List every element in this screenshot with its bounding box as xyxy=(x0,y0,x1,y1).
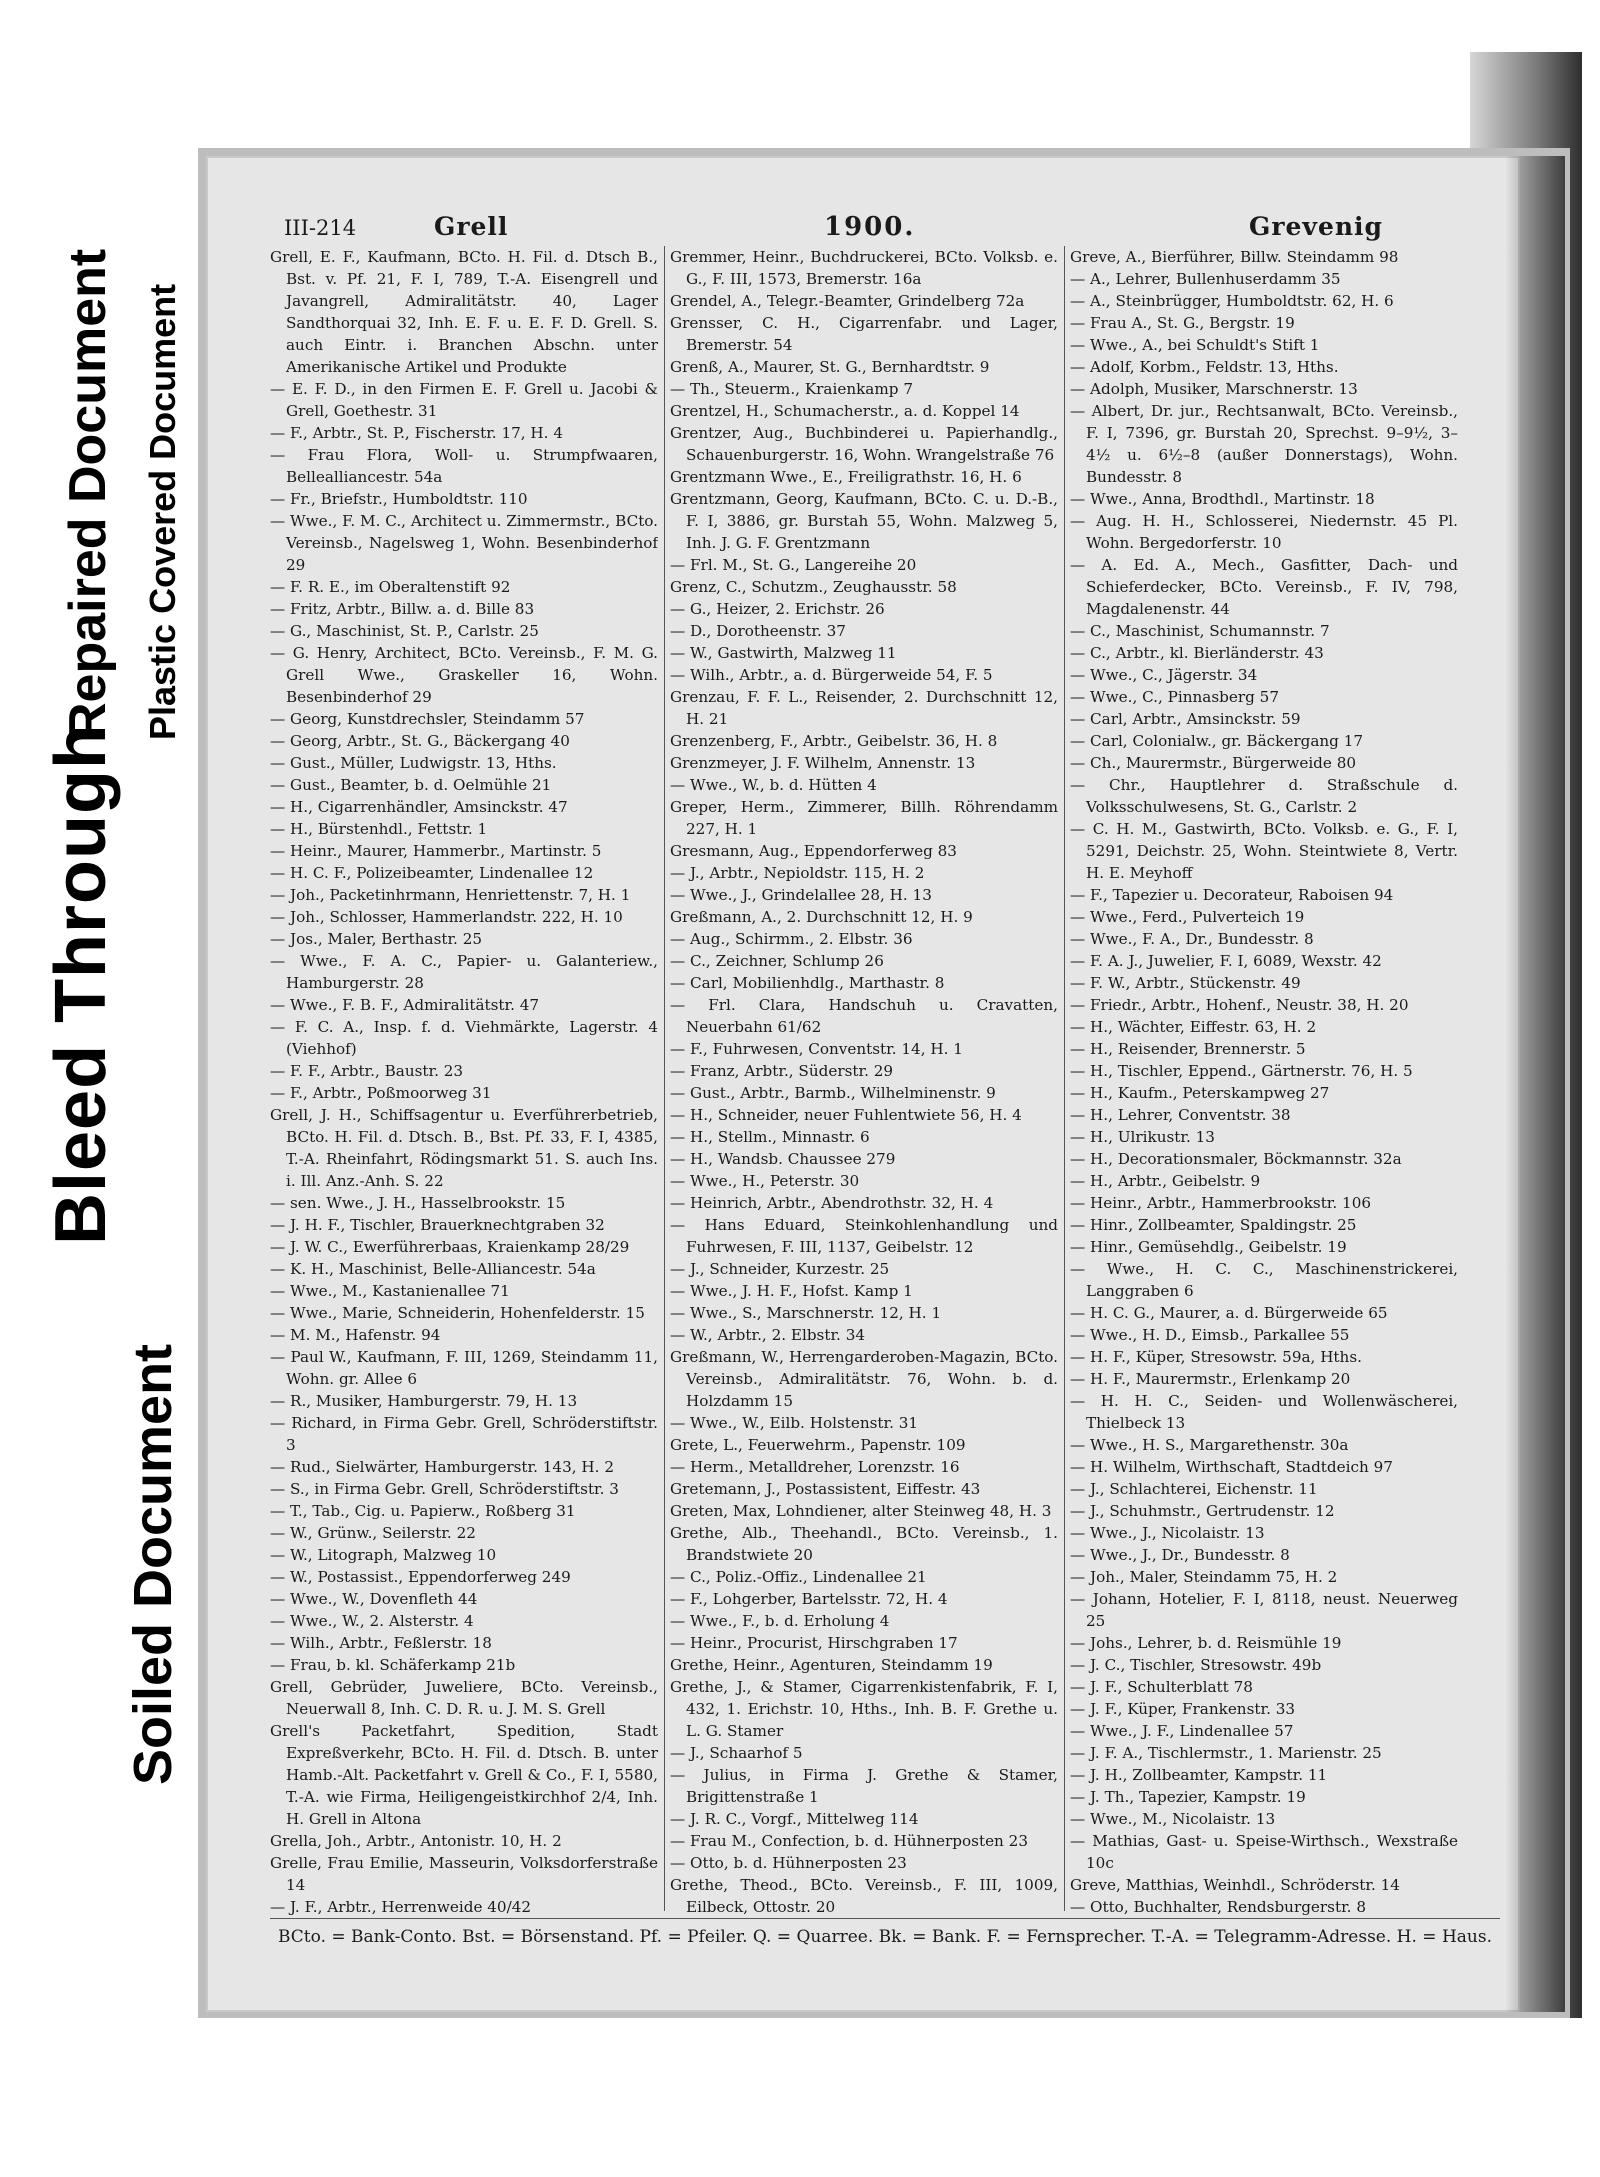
column-1 xyxy=(270,246,658,1916)
directory-entry: — J. F., Arbtr., Herrenweide 40/42 xyxy=(270,1898,532,1916)
directory-entry: Grete, L., Feuerwehrm., Papenstr. 109 xyxy=(670,1436,966,1454)
directory-entry: — W., Grünw., Seilerstr. 22 xyxy=(270,1524,476,1542)
directory-entry: — Wwe., W., 2. Alsterstr. 4 xyxy=(270,1612,474,1630)
directory-entry: — S., in Firma Gebr. Grell, Schröderstiftstr. 3 xyxy=(270,1480,619,1498)
directory-entry: — H., Stellm., Minnastr. 6 xyxy=(670,1128,870,1146)
directory-entry: — Frau Flora, Woll- u. Strumpfwaaren, Bellealliancestr. 54a xyxy=(270,446,658,486)
directory-entry: Grell's Packetfahrt, Spedition, Stadt Expreßverkehr, BCto. H. Fil. d. Dtsch. B. unter Hamb.-Alt. Packetfahrt v. Grell & Co., F. I, 5580, T.-A. wie Firma, Heiligengeistkirchhof 2/4, Inh. H. Grell in Altona xyxy=(270,1722,658,1828)
directory-entry: Gretemann, J., Postassistent, Eiffestr. 43 xyxy=(670,1480,981,1498)
directory-entry: Greten, Max, Lohndiener, alter Steinweg 48, H. 3 xyxy=(670,1502,1052,1520)
directory-entry: — H., Tischler, Eppend., Gärtnerstr. 76, H. 5 xyxy=(1070,1062,1413,1080)
directory-entry: — Heinr., Procurist, Hirschgraben 17 xyxy=(670,1634,958,1652)
directory-entry: — Frau A., St. G., Bergstr. 19 xyxy=(1070,314,1295,332)
directory-entry: — G. Henry, Architect, BCto. Vereinsb., F. M. G. Grell Wwe., Graskeller 16, Wohn. Besenbinderhof 29 xyxy=(270,644,658,706)
directory-entry: — G., Heizer, 2. Erichstr. 26 xyxy=(670,600,885,618)
directory-entry: — J. R. C., Vorgf., Mittelweg 114 xyxy=(670,1810,919,1828)
directory-entry: — Otto, Buchhalter, Rendsburgerstr. 8 xyxy=(1070,1898,1366,1916)
directory-entry: — Jos., Maler, Berthastr. 25 xyxy=(270,930,483,948)
directory-entry: — F. W., Arbtr., Stückenstr. 49 xyxy=(1070,974,1301,992)
column-divider xyxy=(664,246,665,1911)
directory-entry: — J. Th., Tapezier, Kampstr. 19 xyxy=(1070,1788,1306,1806)
directory-entry: — J. C., Tischler, Stresowstr. 49b xyxy=(1070,1656,1322,1674)
directory-entry: — A. Ed. A., Mech., Gasfitter, Dach- und Schieferdecker, BCto. Vereinsb., F. IV, 798, Magdalenenstr. 44 xyxy=(1070,556,1458,618)
directory-entry: — Frau M., Confection, b. d. Hühnerposten 23 xyxy=(670,1832,1028,1850)
directory-entry: — C., Maschinist, Schumannstr. 7 xyxy=(1070,622,1330,640)
directory-entry: — J., Schuhmstr., Gertrudenstr. 12 xyxy=(1070,1502,1335,1520)
directory-entry: — F., Tapezier u. Decorateur, Raboisen 94 xyxy=(1070,886,1394,904)
directory-entry: — J. H., Zollbeamter, Kampstr. 11 xyxy=(1070,1766,1328,1784)
label-soiled-document: Soiled Document xyxy=(123,1343,183,1785)
directory-entry: — W., Postassist., Eppendorferweg 249 xyxy=(270,1568,571,1586)
directory-entry: Greve, Matthias, Weinhdl., Schröderstr. 14 xyxy=(1070,1876,1400,1894)
directory-entry: — Ch., Maurermstr., Bürgerweide 80 xyxy=(1070,754,1357,772)
directory-entry: — Th., Steuerm., Kraienkamp 7 xyxy=(670,380,913,398)
directory-entry: — Wilh., Arbtr., a. d. Bürgerweide 54, F. 5 xyxy=(670,666,993,684)
directory-entry: — H., Cigarrenhändler, Amsinckstr. 47 xyxy=(270,798,568,816)
binding-shadow xyxy=(1505,156,1565,2012)
directory-entry: — J. W. C., Ewerführerbaas, Kraienkamp 28/29 xyxy=(270,1238,630,1256)
directory-entry: — J., Arbtr., Nepioldstr. 115, H. 2 xyxy=(670,864,925,882)
directory-entry: — J. H. F., Tischler, Brauerknechtgraben 32 xyxy=(270,1216,605,1234)
directory-entry: — Frl. M., St. G., Langereihe 20 xyxy=(670,556,917,574)
directory-entry: Grentzmann, Georg, Kaufmann, BCto. C. u. D.-B., F. I, 3886, gr. Burstah 55, Wohn. Malzweg 5, Inh. J. G. F. Grentzmann xyxy=(670,490,1058,552)
column-2 xyxy=(670,246,1058,1916)
directory-entry: Greper, Herm., Zimmerer, Billh. Röhrendamm 227, H. 1 xyxy=(670,798,1058,838)
directory-entry: — H., Ulrikustr. 13 xyxy=(1070,1128,1215,1146)
directory-entry: — Wwe., C., Pinnasberg 57 xyxy=(1070,688,1279,706)
directory-entry: — Herm., Metalldreher, Lorenzstr. 16 xyxy=(670,1458,960,1476)
directory-entry: Grella, Joh., Arbtr., Antonistr. 10, H. 2 xyxy=(270,1832,562,1850)
directory-entry: — Carl, Arbtr., Amsinckstr. 59 xyxy=(1070,710,1301,728)
directory-entry: — Wwe., W., b. d. Hütten 4 xyxy=(670,776,877,794)
directory-entry: — Frau, b. kl. Schäferkamp 21b xyxy=(270,1656,516,1674)
directory-entry: — A., Lehrer, Bullenhuserdamm 35 xyxy=(1070,270,1341,288)
directory-entry: — F. C. A., Insp. f. d. Viehmärkte, Lagerstr. 4 (Viehhof) xyxy=(270,1018,658,1058)
directory-entry: — H., Bürstenhdl., Fettstr. 1 xyxy=(270,820,488,838)
directory-entry: — Wwe., S., Marschnerstr. 12, H. 1 xyxy=(670,1304,942,1322)
directory-entry: Grenzmeyer, J. F. Wilhelm, Annenstr. 13 xyxy=(670,754,976,772)
directory-entry: — D., Dorotheenstr. 37 xyxy=(670,622,846,640)
directory-entry: Grenzau, F. F. L., Reisender, 2. Durchschnitt 12, H. 21 xyxy=(670,688,1058,728)
directory-entry: Grell, Gebrüder, Juweliere, BCto. Vereinsb., Neuerwall 8, Inh. C. D. R. u. J. M. S. Grell xyxy=(270,1678,658,1718)
directory-entry: Gresmann, Aug., Eppendorferweg 83 xyxy=(670,842,957,860)
directory-entry: — R., Musiker, Hamburgerstr. 79, H. 13 xyxy=(270,1392,578,1410)
directory-entry: — J., Schneider, Kurzestr. 25 xyxy=(670,1260,890,1278)
directory-entry: — F. R. E., im Oberaltenstift 92 xyxy=(270,578,511,596)
directory-entry: Greve, A., Bierführer, Billw. Steindamm 98 xyxy=(1070,248,1399,266)
directory-entry: — Wwe., J. F., Lindenallee 57 xyxy=(1070,1722,1294,1740)
directory-entry: — K. H., Maschinist, Belle-Alliancestr. 54a xyxy=(270,1260,596,1278)
directory-entry: — H., Arbtr., Geibelstr. 9 xyxy=(1070,1172,1261,1190)
directory-entry: — A., Steinbrügger, Humboldtstr. 62, H. 6 xyxy=(1070,292,1394,310)
directory-entry: — C. H. M., Gastwirth, BCto. Volksb. e. G., F. I, 5291, Deichstr. 25, Wohn. Steintwiete 8, Vertr. H. E. Meyhoff xyxy=(1070,820,1458,882)
directory-entry: — Wwe., H. C. C., Maschinenstrickerei, Langgraben 6 xyxy=(1070,1260,1458,1300)
directory-entry: — H. C. F., Polizeibeamter, Lindenallee 12 xyxy=(270,864,594,882)
directory-entry: — Hinr., Zollbeamter, Spaldingstr. 25 xyxy=(1070,1216,1357,1234)
directory-entry: — H., Schneider, neuer Fuhlentwiete 56, H. 4 xyxy=(670,1106,1022,1124)
column-3 xyxy=(1070,246,1458,1916)
directory-entry: — Wwe., J., Grindelallee 28, H. 13 xyxy=(670,886,932,904)
directory-entry: — Wwe., W., Dovenfleth 44 xyxy=(270,1590,478,1608)
directory-entry: — T., Tab., Cig. u. Papierw., Roßberg 31 xyxy=(270,1502,576,1520)
directory-entry: — Mathias, Gast- u. Speise-Wirthsch., Wexstraße 10c xyxy=(1070,1832,1458,1872)
directory-entry: — F. F., Arbtr., Baustr. 23 xyxy=(270,1062,464,1080)
directory-entry: — C., Arbtr., kl. Bierländerstr. 43 xyxy=(1070,644,1324,662)
directory-entry: — Adolf, Korbm., Feldstr. 13, Hths. xyxy=(1070,358,1339,376)
directory-entry: — Hans Eduard, Steinkohlenhandlung und Fuhrwesen, F. III, 1137, Geibelstr. 12 xyxy=(670,1216,1058,1256)
directory-entry: — F., Arbtr., Poßmoorweg 31 xyxy=(270,1084,492,1102)
directory-entry: — H. F., Küper, Stresowstr. 59a, Hths. xyxy=(1070,1348,1362,1366)
directory-entry: — Johs., Lehrer, b. d. Reismühle 19 xyxy=(1070,1634,1342,1652)
directory-entry: — Wilh., Arbtr., Feßlerstr. 18 xyxy=(270,1634,492,1652)
directory-entry: — Wwe., C., Jägerstr. 34 xyxy=(1070,666,1258,684)
directory-entry: — Wwe., Marie, Schneiderin, Hohenfelderstr. 15 xyxy=(270,1304,645,1322)
directory-entry: — Gust., Beamter, b. d. Oelmühle 21 xyxy=(270,776,552,794)
directory-entry: — Friedr., Arbtr., Hohenf., Neustr. 38, H. 20 xyxy=(1070,996,1409,1014)
directory-entry: — F., Arbtr., St. P., Fischerstr. 17, H. 4 xyxy=(270,424,563,442)
directory-entry: Grentzel, H., Schumacherstr., a. d. Koppel 14 xyxy=(670,402,1020,420)
directory-entry: Grenß, A., Maurer, St. G., Bernhardtstr. 9 xyxy=(670,358,990,376)
directory-entry: — Wwe., J. H. F., Hofst. Kamp 1 xyxy=(670,1282,913,1300)
directory-entry: — Wwe., H. S., Margarethenstr. 30a xyxy=(1070,1436,1349,1454)
directory-entry: — G., Maschinist, St. P., Carlstr. 25 xyxy=(270,622,539,640)
directory-entry: — Albert, Dr. jur., Rechtsanwalt, BCto. Vereinsb., F. I, 7396, gr. Burstah 20, Sprechst. 9–9½, 3–4½ u. 6½–8 (außer Donnerstags), Wohn. Bundesstr. 8 xyxy=(1070,402,1458,486)
directory-entry: — Wwe., M., Nicolaistr. 13 xyxy=(1070,1810,1276,1828)
directory-entry: — Hinr., Gemüsehdlg., Geibelstr. 19 xyxy=(1070,1238,1347,1256)
label-plastic-covered-document: Plastic Covered Document xyxy=(142,283,183,740)
directory-entry: — Wwe., F., b. d. Erholung 4 xyxy=(670,1612,890,1630)
directory-entry: — Richard, in Firma Gebr. Grell, Schröderstiftstr. 3 xyxy=(270,1414,658,1454)
directory-entry: — C., Zeichner, Schlump 26 xyxy=(670,952,884,970)
directory-entry: — Adolph, Musiker, Marschnerstr. 13 xyxy=(1070,380,1358,398)
directory-entry: — Wwe., M., Kastanienallee 71 xyxy=(270,1282,510,1300)
directory-entry: Gremmer, Heinr., Buchdruckerei, BCto. Volksb. e. G., F. III, 1573, Bremerstr. 16a xyxy=(670,248,1058,288)
abbreviation-footer: BCto. = Bank-Conto. Bst. = Börsenstand. Pf. = Pfeiler. Q. = Quarree. Bk. = Bank. F. = Fernsprecher. T.-A. = Telegramm-Adresse. H. = Haus. xyxy=(270,1918,1500,1947)
directory-entry: — H., Kaufm., Peterskampweg 27 xyxy=(1070,1084,1330,1102)
column-divider xyxy=(1064,246,1065,1911)
directory-entry: — Heinr., Arbtr., Hammerbrookstr. 106 xyxy=(1070,1194,1372,1212)
page-header xyxy=(284,212,1502,246)
header-right-guide-word: Grevenig xyxy=(1249,212,1384,241)
directory-entry: — W., Gastwirth, Malzweg 11 xyxy=(670,644,897,662)
directory-entry: — Fr., Briefstr., Humboldtstr. 110 xyxy=(270,490,528,508)
directory-entry: — Frl. Clara, Handschuh u. Cravatten, Neuerbahn 61/62 xyxy=(670,996,1058,1036)
directory-entry: — Wwe., F. M. C., Architect u. Zimmermstr., BCto. Vereinsb., Nagelsweg 1, Wohn. Besenbinderhof 29 xyxy=(270,512,658,574)
directory-entry: — F., Fuhrwesen, Conventstr. 14, H. 1 xyxy=(670,1040,963,1058)
directory-entry: — E. F. D., in den Firmen E. F. Grell u. Jacobi & Grell, Goethestr. 31 xyxy=(270,380,658,420)
directory-entry: — H., Wächter, Eiffestr. 63, H. 2 xyxy=(1070,1018,1317,1036)
directory-entry: — Wwe., F. B. F., Admiralitätstr. 47 xyxy=(270,996,540,1014)
directory-entry: Grentzer, Aug., Buchbinderei u. Papierhandlg., Schauenburgerstr. 16, Wohn. Wrangelstraße 76 xyxy=(670,424,1058,464)
directory-entry: — W., Arbtr., 2. Elbstr. 34 xyxy=(670,1326,866,1344)
directory-entry: — Joh., Schlosser, Hammerlandstr. 222, H. 10 xyxy=(270,908,623,926)
directory-entry: — C., Poliz.-Offiz., Lindenallee 21 xyxy=(670,1568,927,1586)
directory-entry: — Wwe., J., Dr., Bundesstr. 8 xyxy=(1070,1546,1290,1564)
directory-entry: Greßmann, W., Herrengarderoben-Magazin, BCto. Vereinsb., Admiralitätstr. 76, Wohn. b. d. Holzdamm 15 xyxy=(670,1348,1058,1410)
directory-entry: Grell, E. F., Kaufmann, BCto. H. Fil. d. Dtsch B., Bst. v. Pf. 21, F. I, 789, T.-A. Eisengrell und Javangrell, Admiralitätstr. 40, Lager Sandthorquai 32, Inh. E. F. u. E. F. D. Grell. S. auch Eintr. i. Branchen Abschn. unter Amerikanische Artikel und Produkte xyxy=(270,248,658,376)
directory-entry: — Wwe., H. D., Eimsb., Parkallee 55 xyxy=(1070,1326,1350,1344)
directory-entry: — J. F., Küper, Frankenstr. 33 xyxy=(1070,1700,1296,1718)
directory-entry: — Wwe., Anna, Brodthdl., Martinstr. 18 xyxy=(1070,490,1375,508)
directory-entry: Grelle, Frau Emilie, Masseurin, Volksdorferstraße 14 xyxy=(270,1854,658,1894)
directory-entry: — M. M., Hafenstr. 94 xyxy=(270,1326,441,1344)
directory-entry: — Wwe., F. A. C., Papier- u. Galanteriew., Hamburgerstr. 28 xyxy=(270,952,658,992)
directory-entry: — H. H. C., Seiden- und Wollenwäscherei, Thielbeck 13 xyxy=(1070,1392,1458,1432)
directory-entry: Grethe, J., & Stamer, Cigarrenkistenfabrik, F. I, 432, 1. Erichstr. 10, Hths., Inh. B. F. Grethe u. L. G. Stamer xyxy=(670,1678,1058,1740)
directory-entry: — Wwe., H., Peterstr. 30 xyxy=(670,1172,860,1190)
directory-entry: — H., Lehrer, Conventstr. 38 xyxy=(1070,1106,1291,1124)
directory-entry: — Heinr., Maurer, Hammerbr., Martinstr. 5 xyxy=(270,842,602,860)
directory-entry: Grentzmann Wwe., E., Freiligrathstr. 16, H. 6 xyxy=(670,468,1022,486)
page-number: III-214 xyxy=(284,216,357,240)
directory-entry: — Fritz, Arbtr., Billw. a. d. Bille 83 xyxy=(270,600,535,618)
directory-entry: Grethe, Theod., BCto. Vereinsb., F. III, 1009, Eilbeck, Ottostr. 20 xyxy=(670,1876,1058,1916)
directory-entry: — Carl, Colonialw., gr. Bäckergang 17 xyxy=(1070,732,1364,750)
directory-entry: Grensser, C. H., Cigarrenfabr. und Lager, Bremerstr. 54 xyxy=(670,314,1058,354)
directory-entry: — J., Schaarhof 5 xyxy=(670,1744,803,1762)
directory-entry: — Chr., Hauptlehrer d. Straßschule d. Volksschulwesens, St. G., Carlstr. 2 xyxy=(1070,776,1458,816)
directory-entry: — H. Wilhelm, Wirthschaft, Stadtdeich 97 xyxy=(1070,1458,1393,1476)
directory-entry: — Wwe., A., bei Schuldt's Stift 1 xyxy=(1070,336,1320,354)
directory-entry: — Aug., Schirmm., 2. Elbstr. 36 xyxy=(670,930,913,948)
directory-entry: — H., Reisender, Brennerstr. 5 xyxy=(1070,1040,1306,1058)
directory-entry: — Aug. H. H., Schlosserei, Niedernstr. 45 Pl. Wohn. Bergedorferstr. 10 xyxy=(1070,512,1458,552)
directory-entry: — H., Wandsb. Chaussee 279 xyxy=(670,1150,896,1168)
header-left-guide-word: Grell xyxy=(434,212,509,241)
directory-entry: — Rud., Sielwärter, Hamburgerstr. 143, H. 2 xyxy=(270,1458,614,1476)
directory-entry: — F., Lohgerber, Bartelsstr. 72, H. 4 xyxy=(670,1590,948,1608)
directory-entry: — H. C. G., Maurer, a. d. Bürgerweide 65 xyxy=(1070,1304,1388,1322)
directory-entry: Grenzenberg, F., Arbtr., Geibelstr. 36, H. 8 xyxy=(670,732,998,750)
directory-entry: — Heinrich, Arbtr., Abendrothstr. 32, H. 4 xyxy=(670,1194,994,1212)
directory-entry: — Franz, Arbtr., Süderstr. 29 xyxy=(670,1062,894,1080)
directory-entry: Greßmann, A., 2. Durchschnitt 12, H. 9 xyxy=(670,908,973,926)
directory-entry: — J., Schlachterei, Eichenstr. 11 xyxy=(1070,1480,1318,1498)
directory-entry: — Carl, Mobilienhdlg., Marthastr. 8 xyxy=(670,974,945,992)
directory-entry: — Georg, Kunstdrechsler, Steindamm 57 xyxy=(270,710,585,728)
directory-entry: — Wwe., J., Nicolaistr. 13 xyxy=(1070,1524,1265,1542)
directory-entry: — Otto, b. d. Hühnerposten 23 xyxy=(670,1854,907,1872)
header-year: 1900. xyxy=(824,212,916,242)
directory-columns xyxy=(270,246,1500,1916)
directory-entry: — sen. Wwe., J. H., Hasselbrookstr. 15 xyxy=(270,1194,566,1212)
directory-entry: — Joh., Maler, Steindamm 75, H. 2 xyxy=(1070,1568,1338,1586)
label-repaired-document: Repaired Document xyxy=(59,248,117,740)
directory-entry: — Gust., Arbtr., Barmb., Wilhelminenstr. 9 xyxy=(670,1084,996,1102)
directory-entry: — Georg, Arbtr., St. G., Bäckergang 40 xyxy=(270,732,570,750)
directory-entry: — Johann, Hotelier, F. I, 8118, neust. Neuerweg 25 xyxy=(1070,1590,1458,1630)
directory-entry: — Wwe., F. A., Dr., Bundesstr. 8 xyxy=(1070,930,1314,948)
directory-entry: — Wwe., Ferd., Pulverteich 19 xyxy=(1070,908,1305,926)
directory-entry: — J. F., Schulterblatt 78 xyxy=(1070,1678,1253,1696)
directory-entry: Grell, J. H., Schiffsagentur u. Everführerbetrieb, BCto. H. Fil. d. Dtsch. B., Bst. Pf. 33, F. I, 4385, T.-A. Rheinfahrt, Rödingsmarkt 51. S. auch Ins. i. Ill. Anz.-Anh. S. 22 xyxy=(270,1106,658,1190)
directory-entry: Grendel, A., Telegr.-Beamter, Grindelberg 72a xyxy=(670,292,1025,310)
directory-entry: — H. F., Maurermstr., Erlenkamp 20 xyxy=(1070,1370,1351,1388)
directory-entry: — W., Litograph, Malzweg 10 xyxy=(270,1546,497,1564)
directory-entry: — H., Decorationsmaler, Böckmannstr. 32a xyxy=(1070,1150,1402,1168)
directory-entry: — J. F. A., Tischlermstr., 1. Marienstr. 25 xyxy=(1070,1744,1382,1762)
directory-entry: — Paul W., Kaufmann, F. III, 1269, Steindamm 11, Wohn. gr. Allee 6 xyxy=(270,1348,658,1388)
directory-entry: — F. A. J., Juwelier, F. I, 6089, Wexstr. 42 xyxy=(1070,952,1382,970)
label-bleed-through: Bleed Through xyxy=(41,724,121,1245)
directory-entry: Grenz, C., Schutzm., Zeughausstr. 58 xyxy=(670,578,957,596)
directory-entry: — Julius, in Firma J. Grethe & Stamer, Brigittenstraße 1 xyxy=(670,1766,1058,1806)
directory-entry: Grethe, Alb., Theehandl., BCto. Vereinsb., 1. Brandstwiete 20 xyxy=(670,1524,1058,1564)
directory-entry: Grethe, Heinr., Agenturen, Steindamm 19 xyxy=(670,1656,993,1674)
directory-entry: — Joh., Packetinhrmann, Henriettenstr. 7, H. 1 xyxy=(270,886,631,904)
directory-entry: — Wwe., W., Eilb. Holstenstr. 31 xyxy=(670,1414,919,1432)
directory-entry: — Gust., Müller, Ludwigstr. 13, Hths. xyxy=(270,754,557,772)
